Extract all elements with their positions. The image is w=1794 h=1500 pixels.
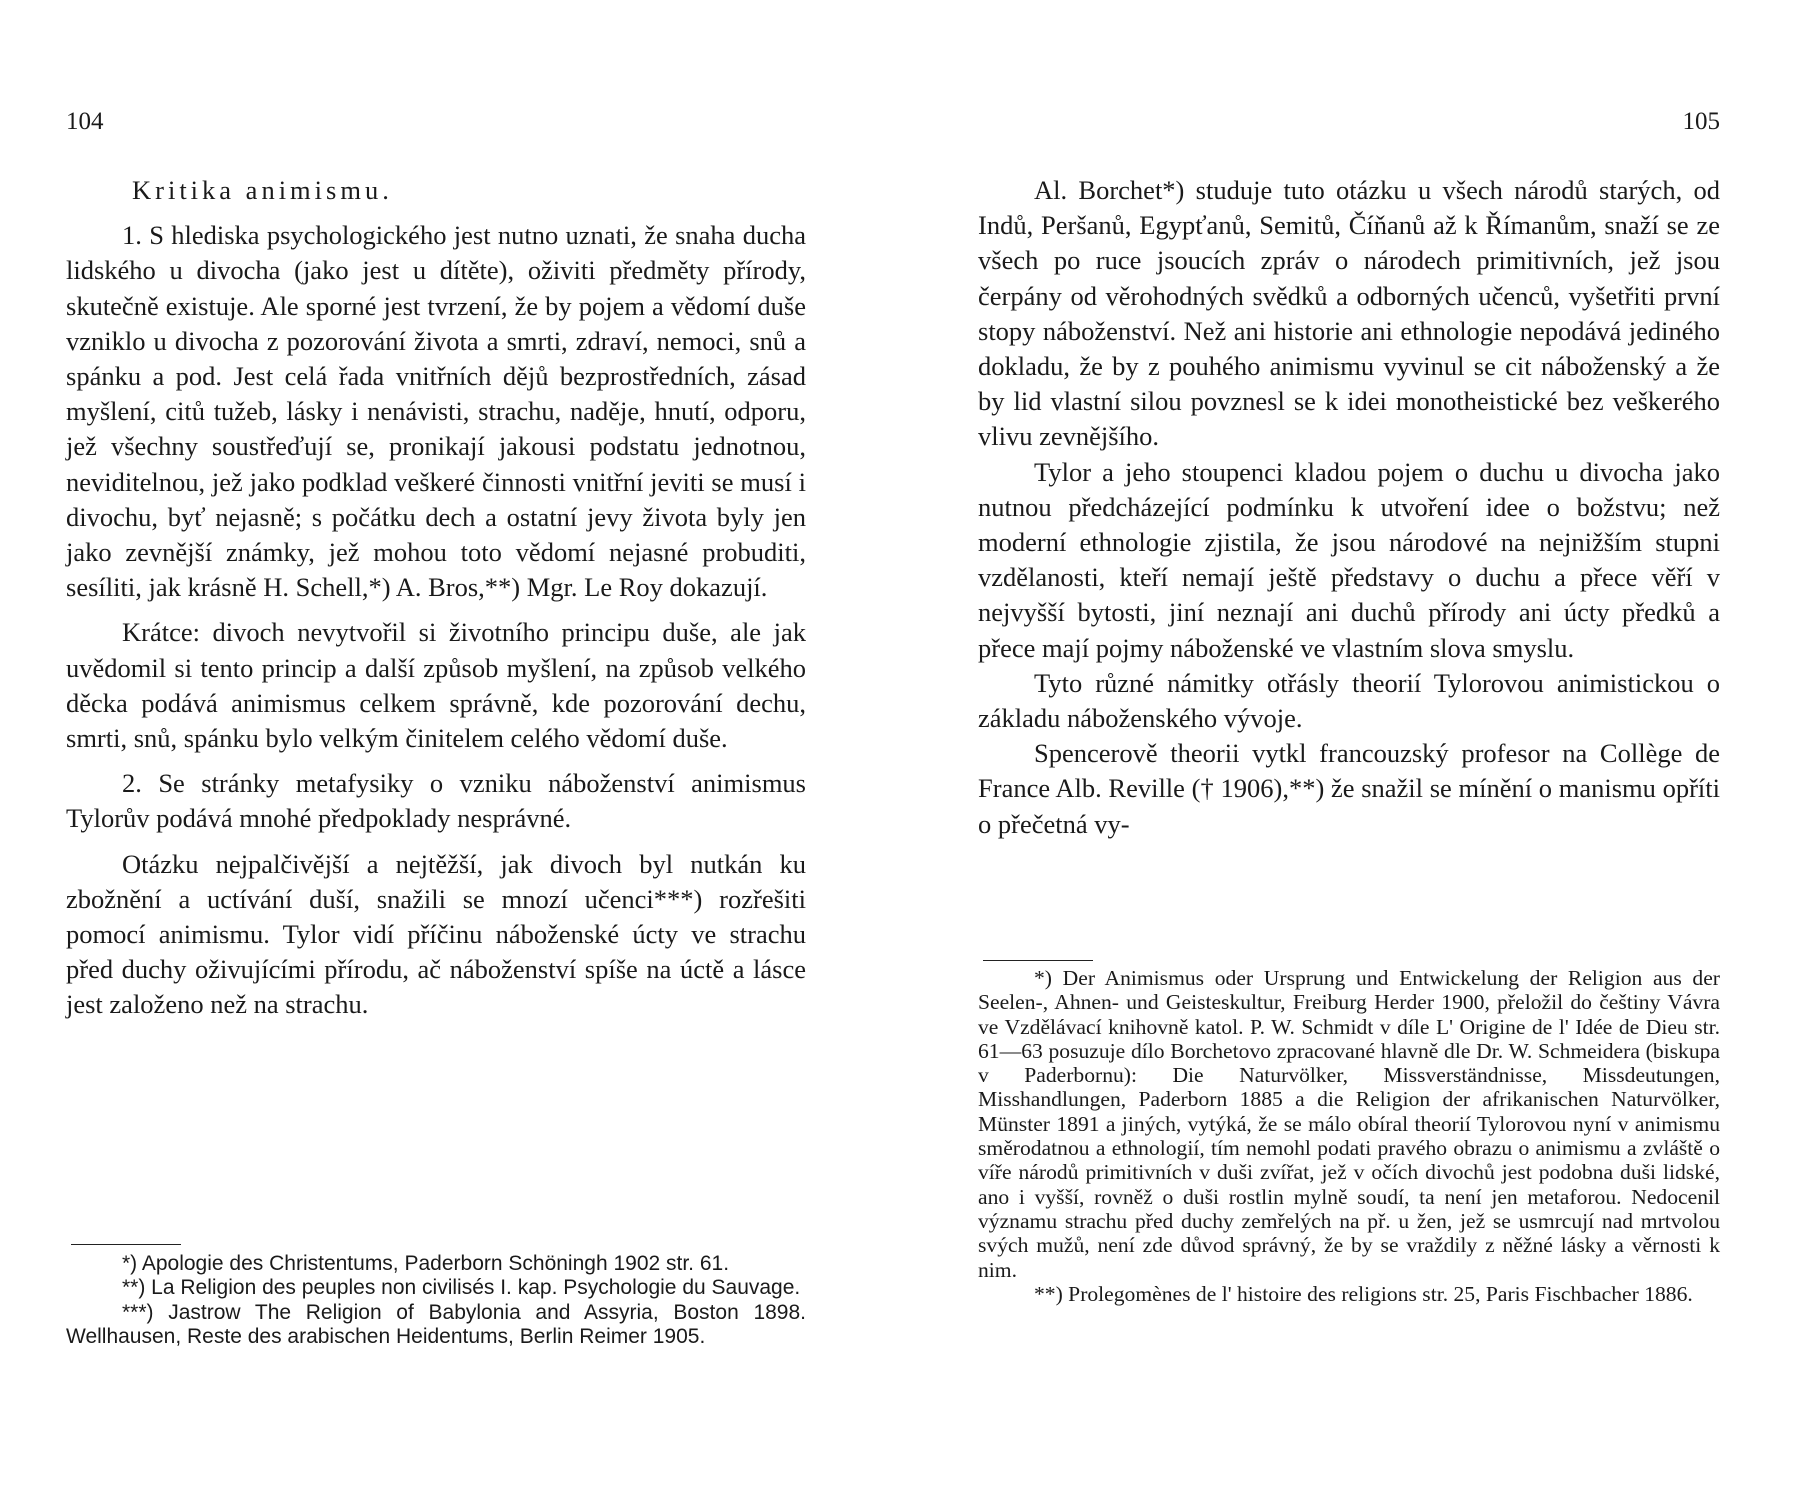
right-page: [978, 0, 1720, 1500]
left-page: [66, 0, 806, 1500]
page-number: 105: [1682, 108, 1720, 135]
paragraph: Otázku nejpalčivější a nejtěžší, jak divoch byl nutkán ku zbožnění a uctívání duší, snažili se mnozí učenci***) rozřešiti pomocí animismu. Tylor vidí příčinu náboženské úcty ve strachu před duchy oživujícími přírodu, ač náboženství spíše na úctě a lásce jest založeno než na strachu.: [66, 848, 806, 1020]
paragraph: 2. Se stránky metafysiky o vzniku náboženství animismus Tylorův podává mnohé předpoklady nesprávné.: [66, 768, 806, 834]
paragraph: 1. S hlediska psychologického jest nutno uznati, že snaha ducha lidského u divocha (jako jest u dítěte), oživiti předměty přírody, skutečně existuje. Ale sporné jest tvrzení, že by pojem a vědomí duše vzniklo u divocha z pozorování života a smrti, zdraví, nemoci, snů a spánku a pod. Jest celá řada vnitřních dějů bezprostředních, zásad myšlení, citů tužeb, lásky i nenávisti, strachu, naděje, hnutí, odporu, jež všechny soustřeďují se, pronikají jakousi podstatu jednotnou, neviditelnou, jež jako podklad veškeré činnosti vnitřní jeviti se musí i divochu, byť nejasně; s počátku dech a ostatní jevy života byly jen jako zevnější známky, jež mohou toto vědomí nejasné probuditi, sesíliti, jak krásně H. Schell,*) A. Bros,**) Mgr. Le Roy dokazují.: [66, 220, 806, 603]
footnotes: [978, 966, 1720, 1306]
footnotes: [66, 1252, 806, 1349]
footnote: **) La Religion des peuples non civilisés I. kap. Psychologie du Sauvage.: [122, 1276, 801, 1300]
footnote: *) Der Animismus oder Ursprung und Entwickelung der Religion aus der Seelen-, Ahnen- und Geisteskultur, Freiburg Herder 1900, přeložil do češtiny Vávra ve Vzdělávací knihovně katol. P. W. Schmidt v díle L' Origine de l' Idée de Dieu str. 61—63 posuzuje dílo Borchetovo zpracované hlavně dle Dr. W. Schmeidera (biskupa v Paderbornu): Die Naturvölker, Missverständnisse, Missdeutungen, Misshandlungen, Paderborn 1885 a die Religion der afrikanischen Naturvölker, Münster 1891 a jiných, vytýká, že se málo obíral theorií Tylorovou nyní v animismu směrodatnou a ethnologií, tím nemohl podati pravého obrazu o animismu a zvláště o víře národů primitivních v duši zvířat, jež v očích divochů jest podobna duši lidské, ano i vyšší, rovněž o duši rostlin mylně soudí, ta není jen metaforou. Nedocenil významu strachu před duchy zemřelých na př. u žen, jež se usmrcují nad mrtvolou svých mužů, není zde důvod správný, že by se vraždily z něžné lásky a věrnosti k nim.: [978, 966, 1720, 1282]
footnote: **) Prolegomènes de l' histoire des religions str. 25, Paris Fischbacher 1886.: [1034, 1281, 1693, 1306]
footnote: *) Apologie des Christentums, Paderborn Schöningh 1902 str. 61.: [122, 1252, 730, 1275]
paragraph: Tyto různé námitky otřásly theorií Tylorovou animistickou o základu náboženského vývoje.: [978, 667, 1720, 734]
body-text: [66, 173, 806, 1023]
paragraph: Krátce: divoch nevytvořil si životního principu duše, ale jak uvědomil si tento princip a další způsob myšlení, na způsob velkého děcka podává animismus celkem správně, kde pozorování dechu, smrti, snů, spánku bylo velkým činitelem celého vědomí duše.: [66, 617, 806, 754]
paragraph: Spencerově theorii vytkl francouzský profesor na Collège de France Alb. Reville († 1906),**) že snažil se mínění o manismu opříti o přečetná vy-: [978, 738, 1720, 839]
section-heading: Kritika animismu.: [132, 175, 393, 205]
body-text: [978, 173, 1720, 842]
paragraph: Al. Borchet*) studuje tuto otázku u všech národů starých, od Indů, Peršanů, Egypťanů, Semitů, Číňanů až k Římanům, snaží se ze všech po ruce jsoucích zpráv o národech primitivních, jež jsou čerpány od věrohodných svědků a odborných učenců, vyšetřiti první stopy náboženství. Než ani historie ani ethnologie nepodává jediného dokladu, že by z pouhého animismu vyvinul se cit náboženský a že by lid vlastní silou povznesl se k idei monotheistické bez veškerého vlivu zevnějšího.: [978, 175, 1720, 452]
paragraph: Tylor a jeho stoupenci kladou pojem o duchu u divocha jako nutnou předcházející podmínku k utvoření idee o božstvu; než moderní ethnologie zjistila, že jsou národové na nejnižším stupni vzdělanosti, kteří nemají ještě představy o duchu a přece věří v nejvyšší bytosti, jiní neznají ani duchů přírody ani úcty předků a přece mají pojmy náboženské ve vlastním slova smyslu.: [978, 456, 1720, 663]
footnote-divider: [71, 1244, 181, 1245]
footnote-divider: [983, 960, 1093, 961]
footnote: ***) Jastrow The Religion of Babylonia and Assyria, Boston 1898. Wellhausen, Reste des arabischen Heidentums, Berlin Reimer 1905.: [66, 1300, 806, 1348]
page-number: 104: [66, 108, 104, 135]
